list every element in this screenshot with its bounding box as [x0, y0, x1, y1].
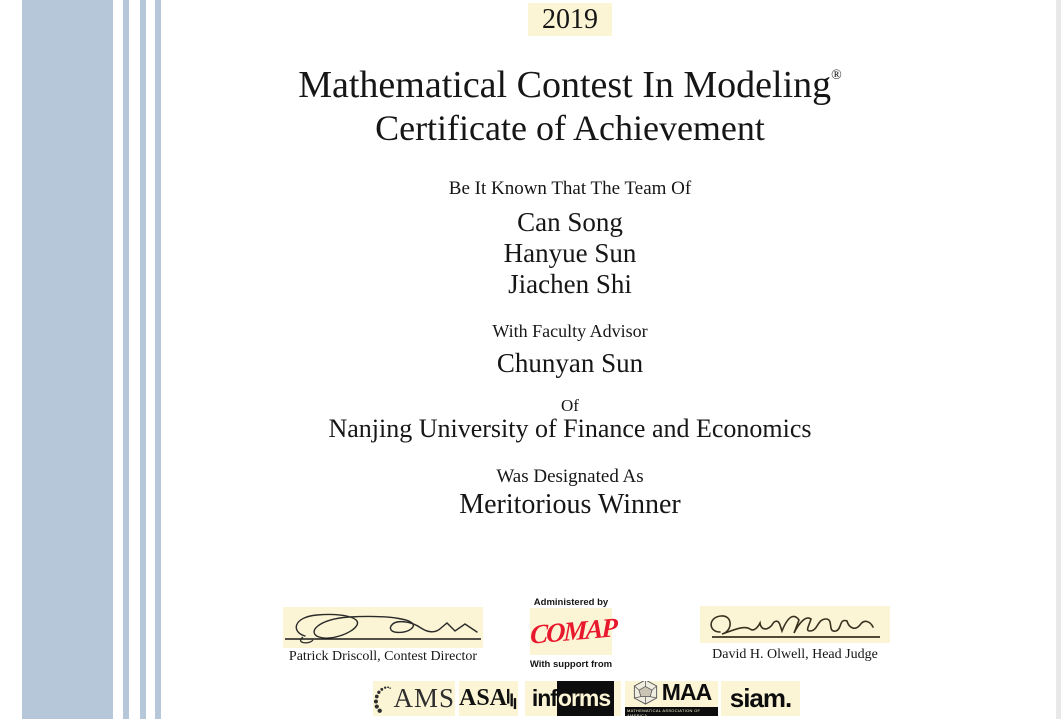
contest-title-text: Mathematical Contest In Modeling [298, 64, 832, 106]
team-member-name: Can Song [517, 207, 623, 237]
signature-olwell-icon [700, 606, 890, 643]
team-member-name: Hanyue Sun [503, 238, 637, 268]
support-from-text: With support from [529, 659, 613, 670]
comap-logo-text: COMAP [529, 612, 617, 650]
vertical-scrollbar[interactable] [1056, 0, 1061, 719]
designation-title: Meritorious Winner [459, 489, 681, 520]
comap-logo [529, 608, 617, 655]
certificate-subtitle: Certificate of Achievement [375, 108, 765, 148]
siam-logo-text: siam. [729, 683, 792, 713]
asa-bars-icon [507, 686, 518, 712]
asa-logo-text: ASA [459, 685, 508, 711]
year-banner [167, 3, 973, 36]
contest-title [167, 54, 973, 107]
asa-logo [459, 681, 518, 716]
signature-driscoll-icon [283, 607, 483, 648]
registered-trademark: ® [831, 68, 842, 83]
institution-name: Nanjing University of Finance and Economics [328, 414, 812, 443]
signature-driscoll-label: Patrick Driscoll, Contest Director [288, 649, 478, 664]
advisor-intro-text: With Faculty Advisor [492, 321, 648, 341]
sidebar-stripe [123, 0, 129, 719]
team-member-name: Jiachen Shi [508, 269, 632, 299]
of-label: Of [561, 396, 579, 415]
team-intro-text: Be It Known That The Team Of [448, 178, 692, 199]
siam-logo [721, 681, 800, 716]
maa-polyhedron-icon [632, 681, 659, 705]
sidebar-stripe [155, 0, 161, 719]
designation-intro-text: Was Designated As [496, 466, 644, 487]
informs-logo-text-suffix: orms [557, 681, 614, 716]
advisor-name: Chunyan Sun [496, 348, 644, 378]
sidebar-stripe [140, 0, 146, 719]
maa-tagline: MATHEMATICAL ASSOCIATION OF AMERICA [625, 707, 718, 717]
sidebar-accent-block [22, 0, 113, 719]
ams-spiral-icon [373, 682, 391, 716]
signature-olwell [700, 606, 890, 643]
signature-driscoll [283, 607, 483, 648]
ams-logo-text: AMS [393, 683, 455, 713]
administered-by-text: Administered by [533, 597, 609, 608]
ams-logo [373, 681, 455, 716]
year-label: 2019 [528, 3, 612, 36]
informs-logo-text-prefix: inf [531, 685, 557, 711]
maa-logo [625, 681, 718, 716]
signature-olwell-label: David H. Olwell, Head Judge [712, 647, 878, 662]
maa-logo-text: MAA [661, 681, 712, 705]
informs-logo [525, 681, 621, 716]
